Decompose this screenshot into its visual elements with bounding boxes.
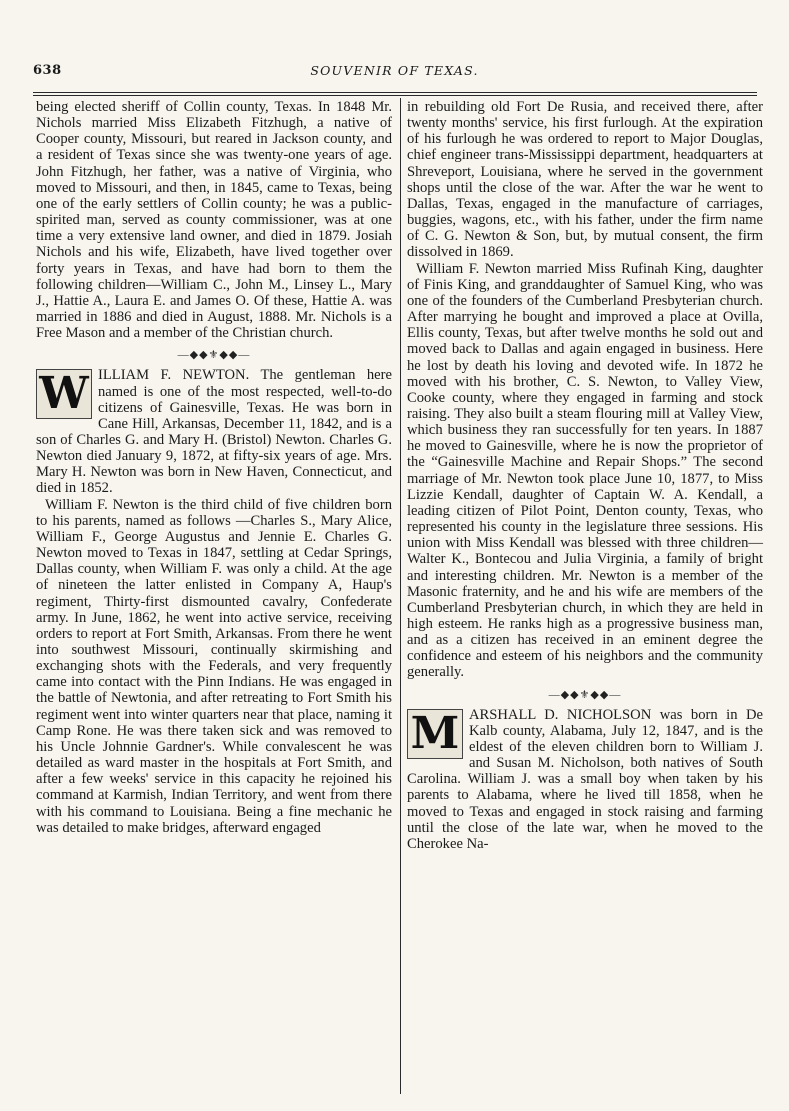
nichols-paragraph: being elected sheriff of Collin county, Texas. In 1848 Mr. Nichols married Miss Elizabeth Fitzhugh, a native of Cooper county, Missouri, but reared in Jackson county, and a resident of Texas since she was twenty-one years of age. John Fitzhugh, her father, was a native of Virginia, who moved to Missouri, and then, in 1845, came to Texas, being one of the early settlers of Collin county; he was a public-spirited man, served as county commissioner, was at one time a very extensive land owner, and died in 1879. Josiah Nichols and his wife, Elizabeth, have lived together over forty years in Texas, and have had born to them the following children—William C., John M., Linsey L., Mary J., Hattie A., Laura E. and James O. Of these, Hattie A. was married in 1886 and died in August, 1888. Mr. Nichols is a Free Mason and a member of the Christian church. [36,99,392,342]
header-rule-thin [33,95,757,96]
newton-section [36,367,392,836]
newton-postwar-paragraph: in rebuilding old Fort De Rusia, and received there, after twenty months' service, his first furlough. At the expiration of his furlough he was ordered to report to Major Douglas, chief engineer trans-Mississippi department, headquarters at Shreveport, Louisiana, where he served in the government shops until the close of the war. After the war he went to Dallas, Texas, engaged in the manufacture of carriages, buggies, wagons, etc., with his father, under the firm name of C. G. Newton & Son, but, by mutual consent, the firm dissolved in 1869. [407,99,763,261]
nicholson-intro-paragraph: ARSHALL D. NICHOLSON was born in De Kalb county, Alabama, July 12, 1847, and is the eldest of the eleven children born to William J. and Susan M. Nicholson, both natives of South Carolina. William J. was a small boy when taken by his parents to Alabama, where he lived till 1858, when he moved to Texas and engaged in stock raising and farming until the close of the late war, when he moved to the Cherokee Na- [407,706,763,852]
column-divider [400,98,401,1094]
section-ornament: —◆◆⚜◆◆— [548,688,622,701]
page-number: 638 [33,63,62,78]
nicholson-drop-cap: M [407,709,463,759]
left-column [36,99,392,836]
section-ornament: —◆◆⚜◆◆— [177,349,251,362]
newton-drop-cap: W [36,369,92,419]
newton-military-paragraph: William F. Newton is the third child of five children born to his parents, named as follows —Charles S., Mary Alice, William F., George Augustus and Jennie E. Charles G. Newton moved to Texas in 1847, settling at Cedar Springs, Dallas county, when William F. was only a child. At the age of nineteen the latter enlisted in Company A, Haup's regiment, Thirty-first dismounted cavalry, Confederate army. In June, 1862, he went into active service, receiving orders to report at Fort Smith, Arkansas. From there he went into southwest Missouri, continually skirmishing and exchanging shots with the Federals, and very frequently came into contact with the Pinn Indians. He was engaged in the battle of Newtonia, and after retreating to Fort Smith his regiment went into winter quarters near that place, naming it Camp Rone. He was there taken sick and was removed to his Uncle Johnnie Gardner's. While convalescent he was detailed as ward master in the hospitals at Fort Smith, and after a few weeks' service in this capacity he rejoined his command at Karmish, Indian Territory, and went from there with his command to Louisiana. Being a fine mechanic he was detailed to make bridges, afterward engaged [36,496,392,836]
newton-intro-paragraph: ILLIAM F. NEWTON. The gentleman here named is one of the most respected, well-to-do citizens of Gainesville, Texas. He was born in Cane Hill, Arkansas, December 11, 1842, and is a son of Charles G. and Mary H. (Bristol) Newton. Charles G. Newton died January 9, 1872, at fifty-six years of age. Mrs. Mary H. Newton was born in New Haven, Connecticut, and died in 1852. [36,367,392,497]
newton-family-paragraph: William F. Newton married Miss Rufinah King, daughter of Finis King, and granddaughter of Samuel King, who was one of the founders of the Cumberland Presbyterian church. After marrying he bought and improved a place at Ovilla, Ellis county, Texas, but after twelve months he sold out and moved back to Dallas and again engaged in business. Here he lost by death his loving and devoted wife. In 1872 he moved with his brother, C. S. Newton, to Valley View, Cooke county, where they engaged in farming and stock raising. They also built a steam flouring mill at Valley View, which business they ran successfully for ten years. In 1887 he moved to Gainesville, where he is now the proprietor of the “Gainesville Machine and Repair Shops.” The second marriage of Mr. Newton took place June 10, 1877, to Miss Lizzie Kendall, daughter of Captain W. A. Kendall, a leading citizen of Pilot Point, Denton county, Texas, who represented his county in the legislature three sessions. His union with Miss Kendall was blessed with three children—Walter K., Bontecou and Julia Virginia, a family of bright and interesting children. Mr. Newton is a member of the Masonic fraternity, and he and his wife are members of the Cumberland Presbyterian church, in which they are held in high esteem. He ranks high as a progressive business man, and as a citizen has received in an eminent degree the confidence and esteem of his neighbors and the community generally. [407,260,763,681]
running-title: SOUVENIR OF TEXAS. [310,63,479,78]
nicholson-section [407,707,763,852]
header-rule [33,92,757,93]
right-column [407,99,763,852]
